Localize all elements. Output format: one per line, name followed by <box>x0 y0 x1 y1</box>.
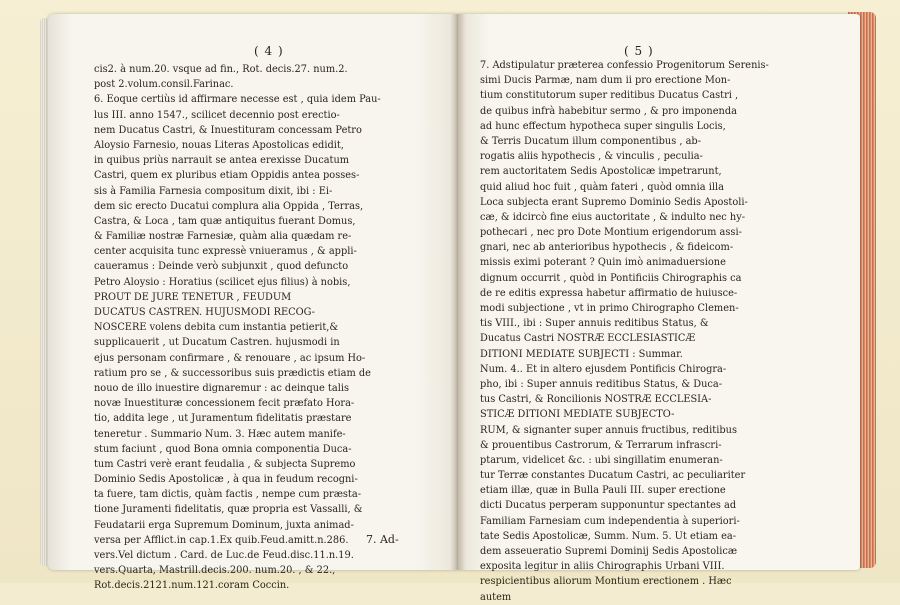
text-line: simi Ducis Parmæ, nam dum ii pro erectione Mon- <box>480 75 731 87</box>
text-line: STICÆ DITIONI MEDIATE SUBJECTO- <box>480 409 675 421</box>
text-line: post 2.volum.consil.Farinac. <box>94 79 234 91</box>
text-line: autem <box>480 591 512 603</box>
text-line: center acquisita tunc expressè vniueramus , & appli- <box>94 246 357 258</box>
text-line: 7. Adstipulatur præterea confessio Progenitorum Serenis- <box>480 60 769 71</box>
text-line: cæ, & idcircò fine eius auctoritate , & indulto nec hy- <box>480 211 746 223</box>
text-line: Num. 4.. Et in altero ejusdem Pontificis Chirogra- <box>480 363 727 375</box>
text-line: missis eximi poterant ? Quin imò animaduersione <box>480 257 726 269</box>
text-line: Rot.decis.2121.num.121.coram Coccin. <box>94 580 290 592</box>
text-line: pothecari , nec pro Dote Montium erigendorum assi- <box>480 227 742 239</box>
text-line: & prouentibus Castrorum, & Terrarum infrascri- <box>480 439 722 451</box>
text-line: tione Juramenti fidelitatis, quæ propria est Vassalli, & <box>94 504 363 516</box>
text-line: rogatis aliis hypothecis , & vinculis , peculia- <box>480 151 703 163</box>
text-line: caueramus : Deinde verò subjunxit , quod defuncto <box>94 261 349 273</box>
right-page-text <box>480 58 769 605</box>
text-line: ejus personam confirmare , & renouare , ac ipsum Ho- <box>94 352 366 364</box>
text-line: versa per Afflict.in cap.1.Ex quib.Feud.amitt.n.286. <box>94 534 349 546</box>
text-line: exposita legitur in aliis Chirographis Urbani VIII. <box>480 561 725 573</box>
open-book <box>40 10 876 603</box>
left-page <box>48 14 458 592</box>
text-line: dem sic erecto Ducatui complura alia Oppida , Terras, <box>94 200 364 212</box>
text-line: Castri, quem ex pluribus etiam Oppidis antea posses- <box>94 170 360 182</box>
text-line: de quibus infrà habebitur sermo , & pro imponenda <box>480 105 737 117</box>
left-page-number: ( 4 ) <box>254 44 284 58</box>
text-line: ad hunc effectum hypotheca super singulis Locis, <box>480 120 726 132</box>
text-line: vers.Vel dictum . Card. de Luc.de Feud.disc.11.n.19. <box>94 550 354 561</box>
left-catchword: 7. Ad- <box>366 533 399 546</box>
text-line: NOSCERE volens debita cum instantia petierit,& <box>94 322 339 334</box>
text-line: dem asseueratio Supremi Dominij Sedis Apostolicæ <box>480 546 738 557</box>
text-line: pho, ibi : Super annuis reditibus Status, & Duca- <box>480 378 723 390</box>
text-line: Dominio Sedis Apostolicæ , à qua in feudum recogni- <box>94 474 358 486</box>
text-line: Ducatus Castri NOSTRÆ ECCLESIASTICÆ <box>480 333 696 345</box>
text-line: nem Ducatus Castri, & Inuestituram concessam Petro <box>94 124 362 136</box>
left-page-text <box>94 62 381 594</box>
text-line: gnari, nec ab anterioribus hypothecis , & fideicom- <box>480 242 734 254</box>
text-line: dignum occurrit , quòd in Pontificiis Chirographis ca <box>480 272 742 284</box>
text-line: de re editis expressa habetur affirmatio de huiusce- <box>480 287 738 299</box>
book-gutter <box>450 14 466 570</box>
text-line: DUCATUS CASTREN. HUJUSMODI RECOG- <box>94 307 315 318</box>
text-line: tur Terræ constantes Ducatum Castri, ac peculiariter <box>480 470 746 482</box>
text-line: ratium pro se , & successoribus suis prædictis etiam de <box>94 367 371 379</box>
text-line: DITIONI MEDIATE SUBJECTI : Summar. <box>480 348 683 360</box>
text-line: Familiam Farnesiam cum independentia à superiori- <box>480 515 740 527</box>
text-line: etiam illæ, quæ in Bulla Pauli III. super erectione <box>480 485 726 497</box>
text-line: stum faciunt , quod Bona omnia componentia Duca- <box>94 443 352 455</box>
text-line: teneretur . Summario Num. 3. Hæc autem manife- <box>94 428 346 440</box>
text-line: novæ Inuestituræ concessionem fecit præfato Hora- <box>94 398 355 410</box>
text-line: Feudatarii erga Supremum Dominum, juxta animad- <box>94 519 354 531</box>
text-line: Aloysio Farnesio, nouas Literas Apostolicas edidit, <box>94 139 344 151</box>
text-line: Castra, & Loca , tam quæ antiquitus fuerant Domus, <box>94 215 356 227</box>
text-line: rem auctoritatem Sedis Apostolicæ impetrarunt, <box>480 166 722 178</box>
text-line: ta fuere, tam dictis, quàm factis , nempe cum præsta- <box>94 489 362 501</box>
text-line: tis VIII., ibi : Super annuis reditibus Status, & <box>480 318 709 330</box>
text-line: ptarum, videlicet &c. : ubi singillatim enumeran- <box>480 454 723 466</box>
text-line: tium constitutorum super reditibus Ducatus Castri , <box>480 90 739 102</box>
right-page <box>458 14 860 603</box>
text-line: tum Castri verè erant feudalia , & subjecta Supremo <box>94 458 356 470</box>
text-line: tus Castri, & Roncilionis NOSTRÆ ECCLESIA- <box>480 394 712 406</box>
text-line: Loca subjecta erant Supremo Dominio Sedis Apostoli- <box>480 196 748 208</box>
text-line: modi subjectione , vt in primo Chirographo Clemen- <box>480 303 739 314</box>
text-line: supplicauerit , ut Ducatum Castren. hujusmodi in <box>94 337 340 349</box>
text-line: tate Sedis Apostolicæ, Summ. Num. 5. Ut etiam ea- <box>480 530 737 542</box>
text-line: & Familiæ nostræ Farnesiæ, quàm alia quædam re- <box>94 231 352 243</box>
text-line: dicti Ducatus perperam supponuntur spectantes ad <box>480 500 737 512</box>
text-line: Petro Aloysio : Horatius (scilicet ejus filius) à nobis, <box>94 276 351 288</box>
text-line: tio, addita lege , ut Juramentum fidelitatis præstare <box>94 413 352 425</box>
text-line: cis2. à num.20. vsque ad fin., Rot. decis.27. num.2. <box>94 64 348 75</box>
text-line: sis à Familia Farnesia compositum dixit, ibi : Ei- <box>94 185 333 197</box>
text-line: 6. Eoque certiùs id affirmare necesse est , quia idem Pau- <box>94 94 381 106</box>
right-page-number: ( 5 ) <box>624 44 654 58</box>
text-line: in quibus priùs narrauit se antea erexisse Ducatum <box>94 155 350 167</box>
text-line: vers.Quarta, Mastrill.decis.200. num.20. , & 22., <box>94 565 336 577</box>
text-line: PROUT DE JURE TENETUR , FEUDUM <box>94 291 292 303</box>
text-line: respicientibus aliorum Montium erectionem . Hæc <box>480 576 732 588</box>
text-line: lus III. anno 1547., scilicet decennio post erectio- <box>94 109 340 121</box>
text-line: quid aliud hoc fuit , quàm fateri , quòd omnia illa <box>480 181 724 193</box>
text-line: RUM, & signanter super annuis fructibus, reditibus <box>480 424 737 436</box>
text-line: nouo de illo inuestire dignaremur : ac deinque talis <box>94 382 350 394</box>
text-line: & Terris Ducatum illum componentibus , ab- <box>480 135 702 147</box>
